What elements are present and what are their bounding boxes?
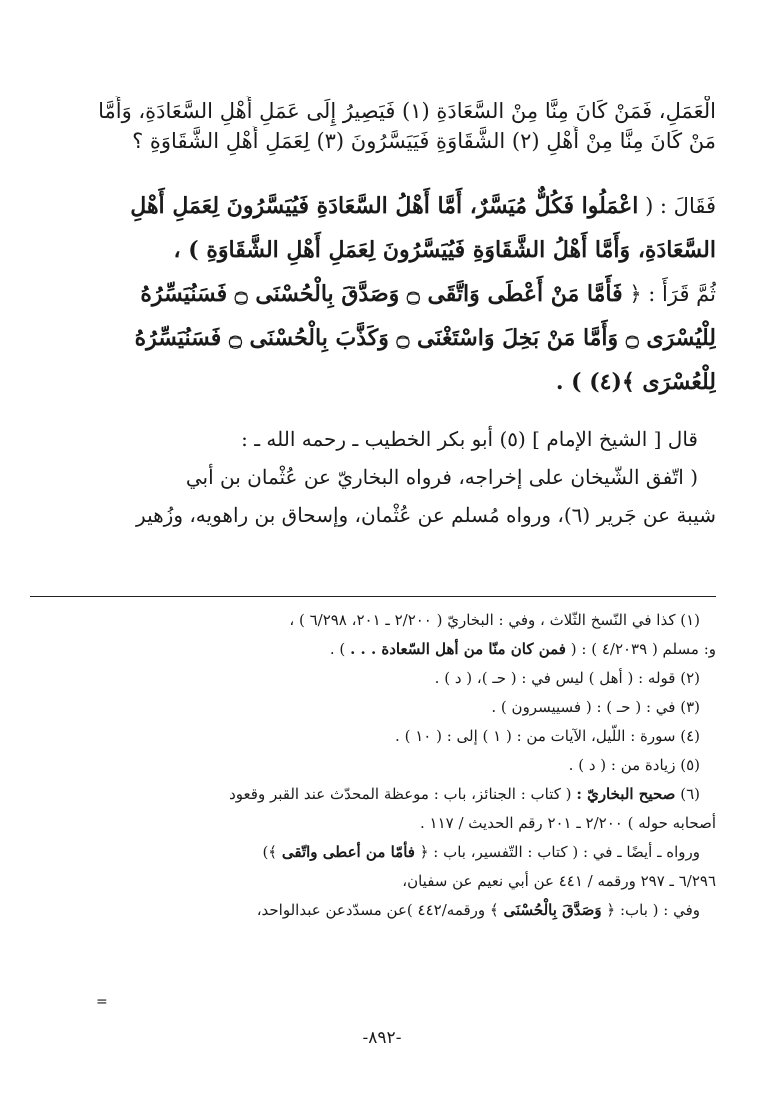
footnote-1: (١) كذا في النّسخ الثّلاث ، وفي : البخاريّ ( ٢/٢٠٠ ـ ٢٠١، ٦/٢٩٨ ) ، [289,611,700,629]
text-line [34,272,716,316]
footnote-text: ) . [329,640,346,658]
footnote-quote: فأمّا من أعطى واتّقى [281,843,415,861]
text-line: الْعَمَلِ، فَمَنْ كَانَ مِنَّا مِنْ السَّعَادَةِ (١) فَيَصِيرُ إِلَى عَمَلِ أَهْلِ السَّعَادَةِ، وَأَمَّا [98,99,716,123]
text-line: قال [ الشيخ الإمام ] (٥) أبو بكر الخطيب ـ رحمه الله ـ : [241,427,698,451]
main-text [34,96,716,534]
footnote-text: ( كتاب : الجنائز، باب : موعظة المحدّث عند القبر وقعود [229,785,572,803]
footnote-6-cont [30,838,716,867]
footnote-5: (٥) زيادة من : ( د ) . [568,756,700,774]
narration-block [34,420,716,534]
hadith-text: اعْمَلُوا فَكُلٌّ مُيَسَّرٌ، أَمَّا أَهْلُ السَّعَادَةِ فَيُيَسَّرُونَ لِعَمَلِ أَهْلِ [130,193,639,219]
paragraph-intro [34,96,716,156]
text-line: ( اتّفق الشّيخان على إخراجه، فرواه البخاريّ عن عُثْمان بن أبي [185,465,698,489]
hadith-text: السَّعَادَةِ، وَأَمَّا أَهْلُ الشَّقَاوَةِ فَيُيَسَّرُونَ لِعَمَلِ أَهْلِ الشَّقَاوَةِ ) ، [173,237,716,263]
footnote-text: وفي : ( باب: ﴿ [606,901,700,919]
quran-block [34,272,716,404]
quran-verse: لِلْعُسْرَى ﴾(٤) ) . [555,369,716,395]
footnote-number: (٦) [680,785,700,803]
text-line [34,184,716,228]
footnote-source: صحيح البخاريّ : [576,785,676,803]
quran-verse: لِلْيُسْرَى ۝ وَأَمَّا مَنْ بَخِلَ وَاسْتَغْنَى ۝ وَكَذَّبَ بِالْحُسْنَى ۝ فَسَنُيَسِّرُهُ [134,325,716,351]
footnote-text: و: مسلم ( ٤/٢٠٣٩ ) : ( [570,640,716,658]
page-number: -٨٩٢- [362,1028,402,1048]
continuation-mark: = [96,994,108,1010]
footnote-1-cont [30,635,716,664]
footnote-text: ﴾ ورقمه/٤٤٢ )عن مسدّدعن عبدالواحد، [256,901,499,919]
footnote-text: ورواه ـ أيضًا ـ في : ( كتاب : التّفسير، باب : ﴿ [419,843,700,861]
text-line: مَنْ كَانَ مِنَّا مِنْ أَهْلِ (٢) الشَّقَاوَةِ فَيَيَسَّرُونَ (٣) لِعَمَلِ أَهْلِ الشَّقَاوَةِ ؟ [132,129,716,153]
footnotes [30,606,716,925]
footnote-separator [30,596,716,597]
footnote-6 [30,780,716,809]
footnote-2: (٢) قوله : ( أهل ) ليس في : ( حـ )، ( د ) . [434,669,700,687]
footnote-3: (٣) في : ( حـ ) : ( فسييسرون ) . [491,698,700,716]
quran-intro: ثُمَّ قَرَأَ : ﴿ [629,282,716,306]
footnote-6-cont [30,896,716,925]
footnote-6-cont: أصحابه حوله ) ٢/٢٠٠ ـ ٢٠١ رقم الحديث / ١١٧ . [419,814,716,832]
footnote-quote: وَصَدَّقَ بِالْحُسْنَى [503,901,602,919]
text-line: شيبة عن جَرير (٦)، ورواه مُسلم عن عُثْمان، وإسحاق بن راهويه، وزُهير [136,503,716,527]
quran-verse: فَأَمَّا مَنْ أَعْطَى وَاتَّقَى ۝ وَصَدَّقَ بِالْحُسْنَى ۝ فَسَنُيَسِّرُهُ [140,281,623,307]
footnote-6-cont: ٦/٢٩٦ ـ ٢٩٧ ورقمه / ٤٤١ عن أبي نعيم عن سفيان، [402,872,716,890]
footnote-4: (٤) سورة : اللّيل، الآيات من : ( ١ ) إلى : ( ١٠ ) . [395,727,700,745]
footnote-quote: فمن كان منّا من أهل السّعادة . . . [350,640,566,658]
hadith-intro: فَقَالَ : ( [645,194,716,218]
footnote-text: ﴾) [262,843,278,861]
hadith-block [34,184,716,272]
